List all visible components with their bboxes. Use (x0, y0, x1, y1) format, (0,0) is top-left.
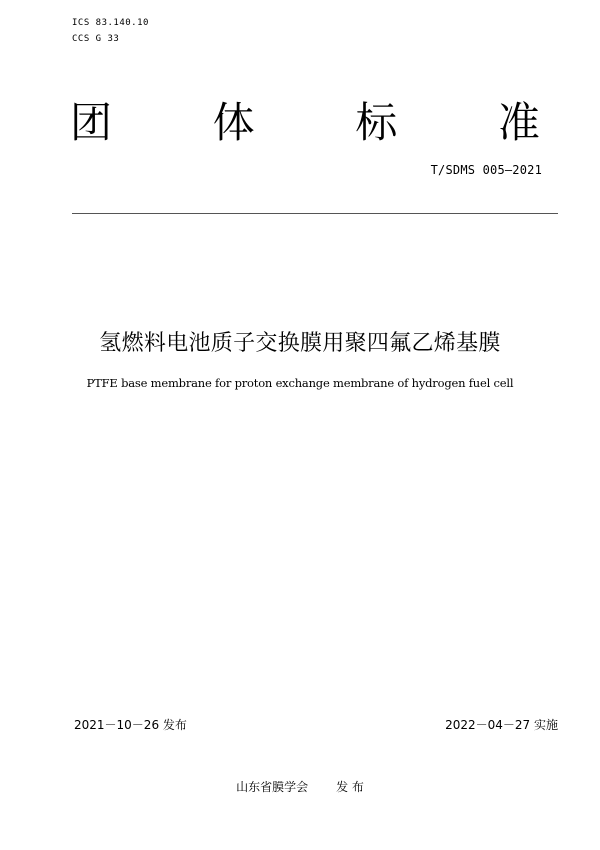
document-title-cn: 氢燃料电池质子交换膜用聚四氟乙烯基膜 (99, 331, 501, 356)
document-title-en: PTFE base membrane for proton exchange membrane of hydrogen fuel cell (86, 376, 514, 390)
standard-type-char: 准 (497, 98, 540, 147)
standard-type-char: 标 (355, 98, 398, 147)
ccs-code: CCS G 33 (72, 34, 120, 44)
standard-type-char: 体 (212, 98, 255, 147)
standard-type-char: 团 (70, 98, 113, 147)
header-divider (72, 213, 558, 214)
standard-type-heading (70, 92, 540, 148)
implementation-date: 2022－04－27 实施 (445, 718, 558, 732)
standard-number: T/SDMS 005—2021 (430, 163, 542, 177)
classification-codes (72, 15, 149, 47)
publish-label: 发 布 (336, 780, 364, 794)
ics-code: ICS 83.140.10 (72, 18, 149, 28)
publisher-line (0, 778, 600, 795)
publisher-name: 山东省膜学会 (236, 780, 309, 794)
issue-date: 2021－10－26 发布 (74, 718, 187, 732)
